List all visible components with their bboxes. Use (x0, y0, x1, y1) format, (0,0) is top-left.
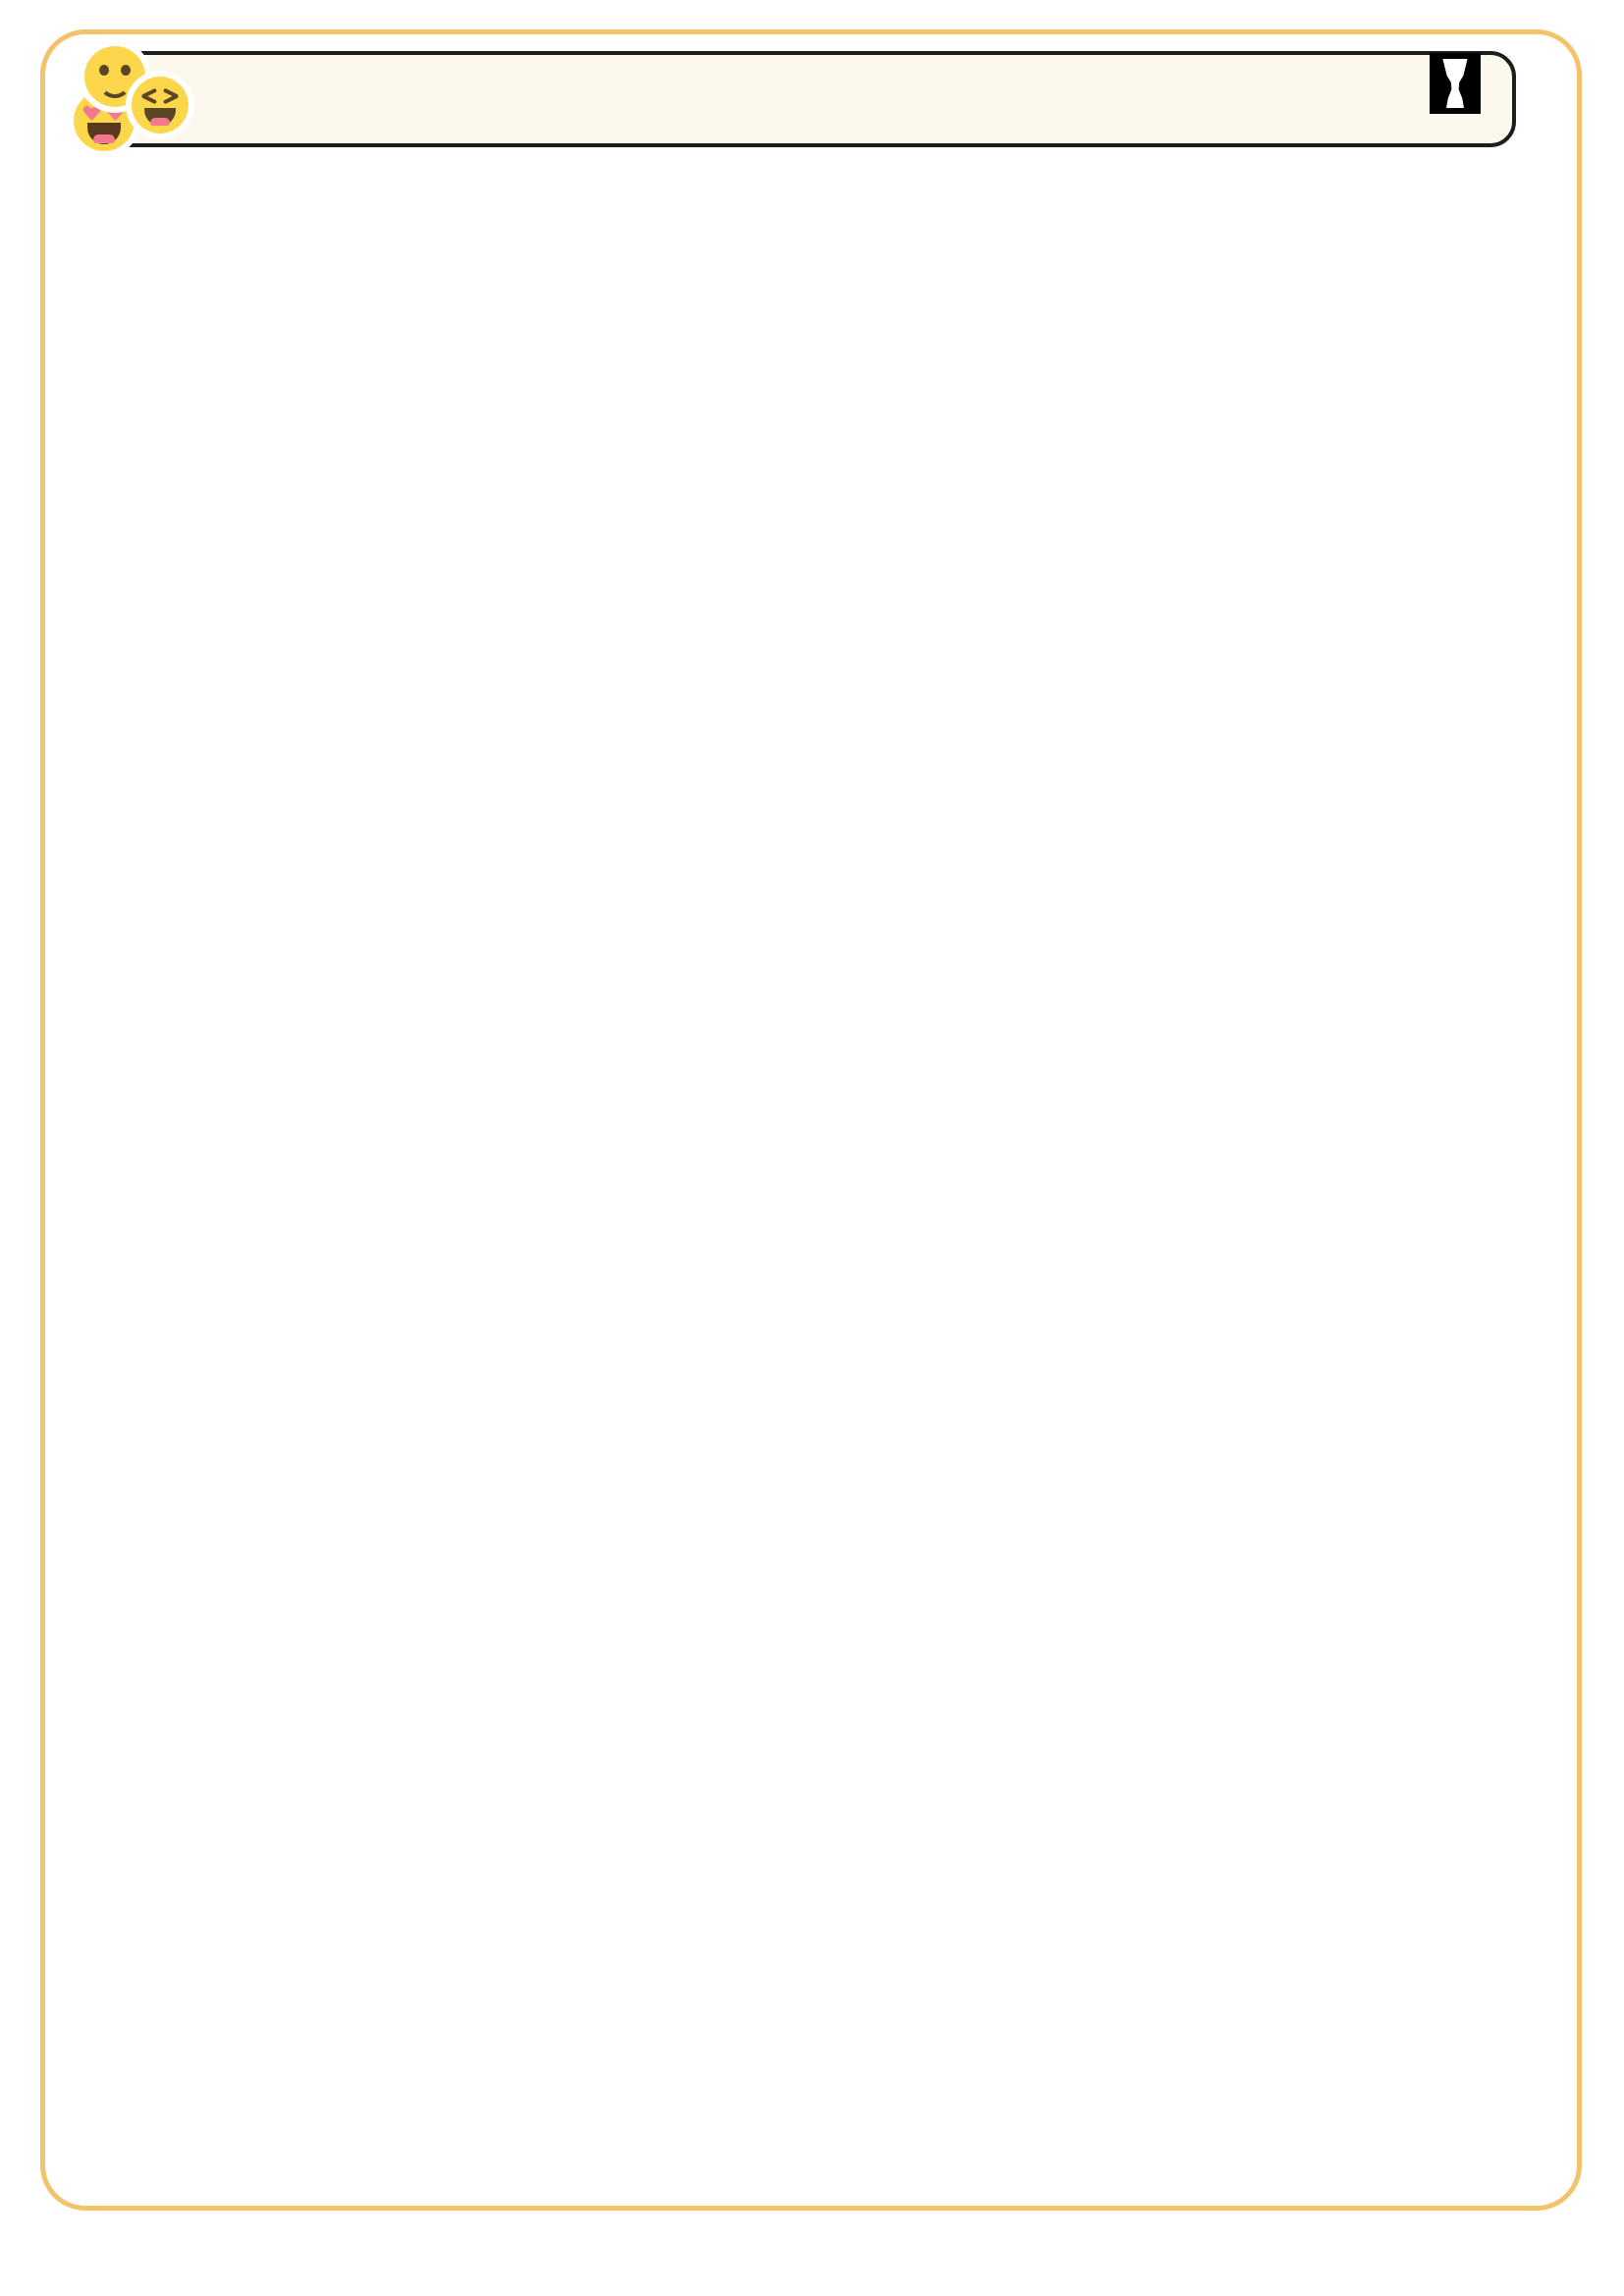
header-bar (102, 51, 1516, 147)
page-border (40, 29, 1582, 2211)
laughing-face-icon (132, 77, 189, 133)
cazoom-mark-icon (1430, 53, 1481, 114)
cazoom-logo (1414, 53, 1498, 147)
hourglass-vase-icon (1440, 59, 1470, 108)
